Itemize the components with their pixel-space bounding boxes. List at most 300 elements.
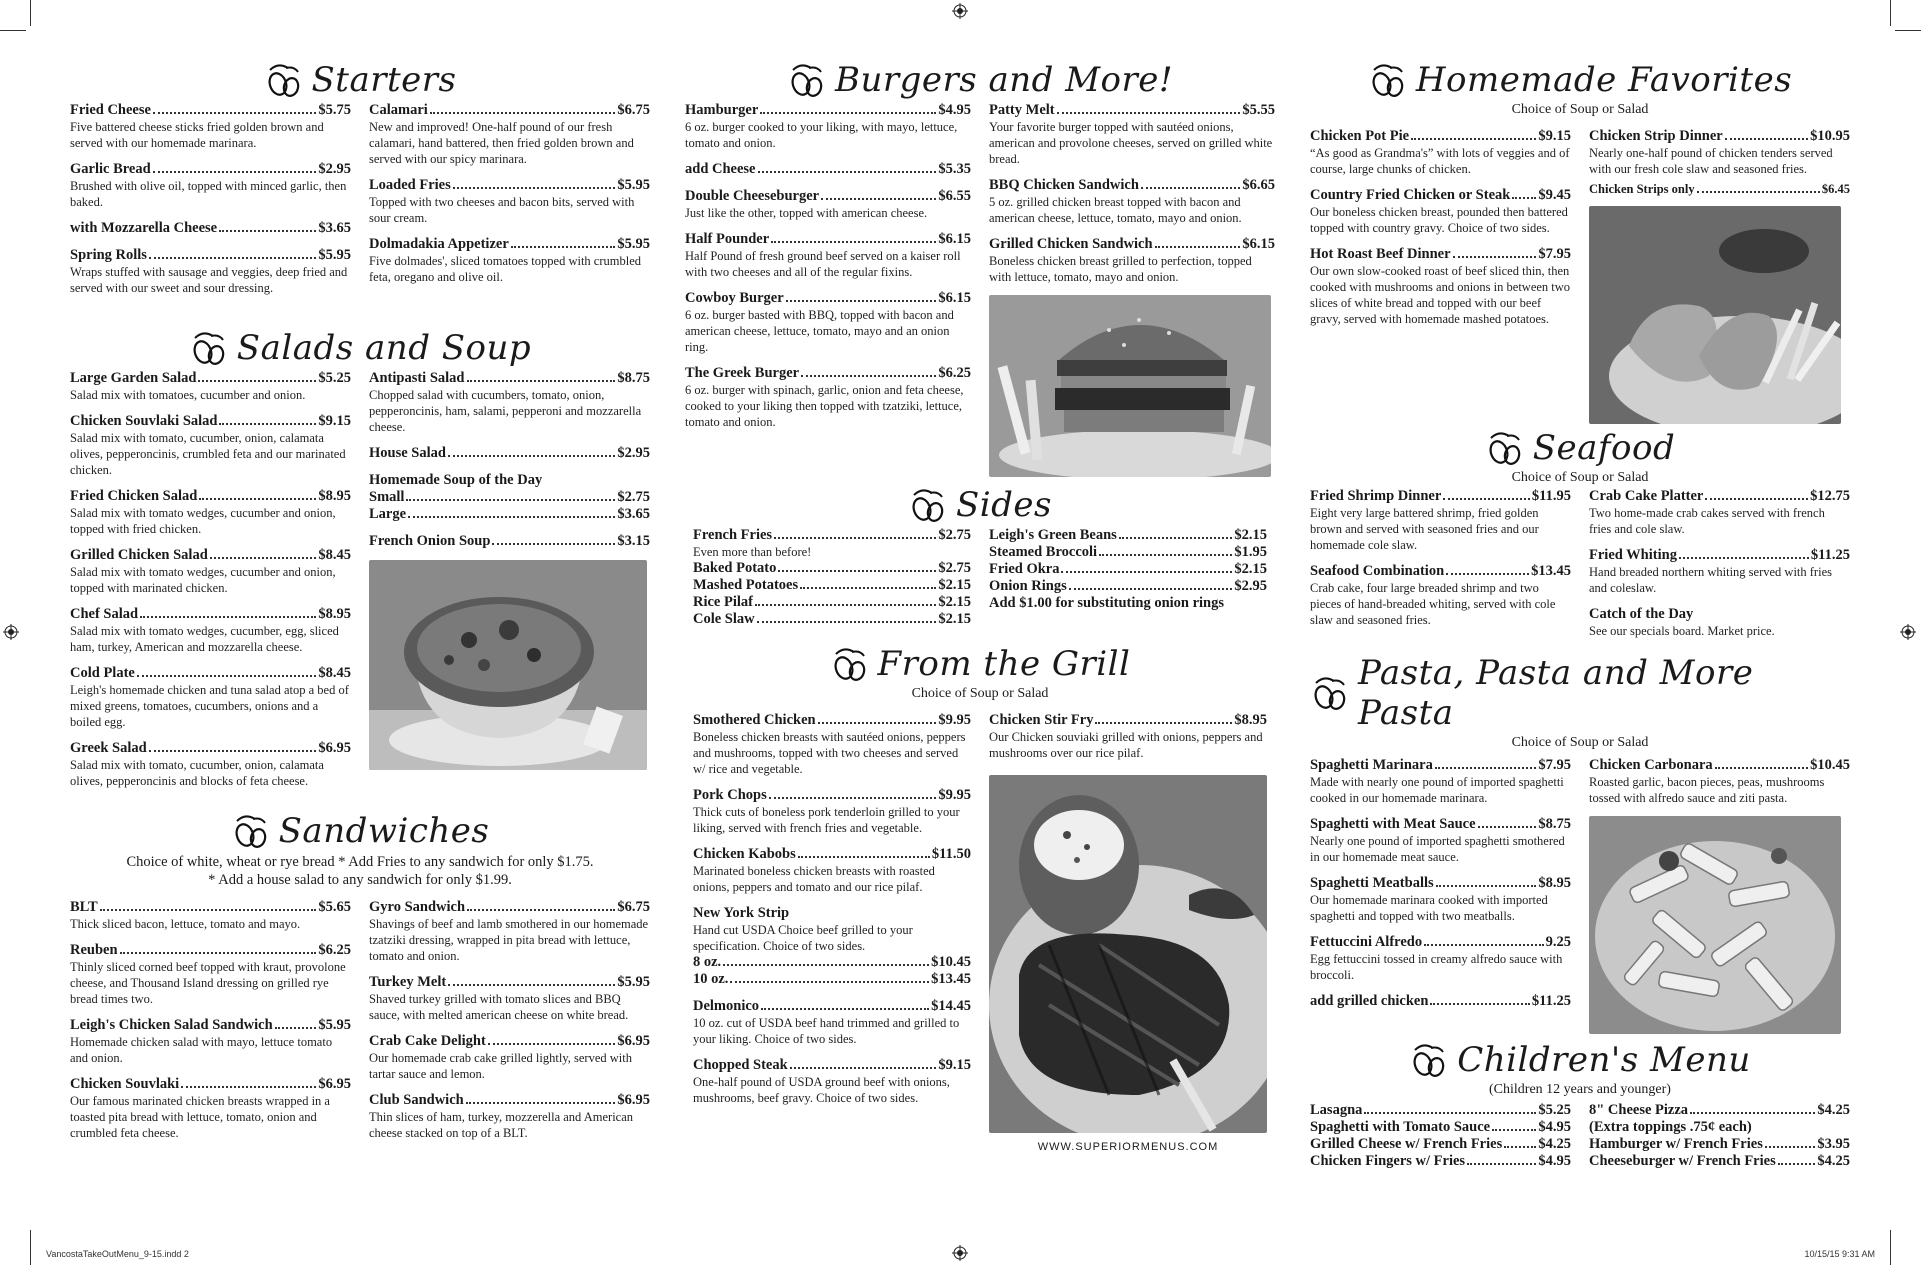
menu-item [693,577,971,594]
new-york-strip [693,905,971,988]
section-title: Salads and Soup [236,328,532,368]
menu-item [1310,563,1571,628]
item-name: Crab Cake Delight [369,1033,486,1049]
item-name: Chicken Pot Pie [1310,128,1410,144]
item-price: $6.65 [1242,177,1275,193]
onion-ring-note: Add $1.00 for substituting onion rings [989,595,1225,611]
item-name: Mashed Potatoes [693,577,799,593]
section-subtitle: Choice of Soup or Salad [1511,735,1649,750]
item-name: Lasagna [1310,1102,1363,1118]
item-name: Chicken Strip Dinner [1589,128,1723,144]
item-name: Spaghetti with Meat Sauce [1310,816,1476,832]
children-right-list [1589,1102,1850,1170]
item-price: $5.95 [617,974,650,990]
column-middle [685,60,1275,1153]
item-desc: Five battered cheese sticks fried golden brown and served with our homemade marinara. [70,120,324,150]
item-price: $9.95 [938,787,971,803]
item-price: $6.95 [617,1033,650,1049]
item-desc: Shavings of beef and lamb smothered in our homemade tzatziki dressing, wrapped in pita bread with lettuce, tomato and onion. [369,917,649,963]
item-desc: 6 oz. burger cooked to your liking, with mayo, lettuce, tomato and onion. [685,120,958,150]
pasta-right-list [1589,757,1850,806]
menu-item [693,560,971,577]
item-desc: Made with nearly one pound of imported spaghetti cooked in our homemade marinara. [1310,775,1564,805]
menu-item [70,247,351,296]
item-price: $6.15 [1242,236,1275,252]
item-name: Hamburger [685,102,759,118]
item-name: Fried Okra [989,561,1060,577]
item-price: $2.15 [938,577,971,593]
item-name: Baked Potato [693,560,777,576]
item-price: $10.95 [1810,128,1850,144]
section-subtitle: Choice of Soup or Salad [911,686,1049,701]
grill-left-column [693,712,971,1153]
item-name: Spaghetti Marinara [1310,757,1433,773]
registration-mark-icon [1900,624,1916,640]
menu-item [1589,1136,1850,1153]
website-url: WWW.SUPERIORMENUS.COM [1037,1141,1219,1153]
pasta-left-list [1310,757,1571,1034]
item-price: $5.95 [318,247,351,263]
item-name: Chef Salad [70,606,139,622]
item-desc: Topped with two cheeses and bacon bits, served with sour cream. [369,195,635,225]
item-desc: Two home-made crab cakes served with french fries and cole slaw. [1589,506,1825,536]
item-price: $2.15 [938,594,971,610]
item-desc: Our own slow-cooked roast of beef sliced thin, then cooked with mushrooms and onions in between two slices of white bread and topped with our beef gravy, served with homemade mashed potatoes. [1310,264,1571,326]
item-name: Grilled Cheese w/ French Fries [1310,1136,1503,1152]
item-desc: Leigh's homemade chicken and tuna salad atop a bed of mixed greens, tomatoes, cucumbers, onions and a boiled egg. [70,683,349,729]
item-name: add Cheese [685,161,756,177]
menu-item [989,527,1267,544]
item-price: $5.75 [318,102,351,118]
menu-item [1310,1153,1571,1170]
item-name: Rice Pilaf [693,594,753,610]
menu-item [70,547,351,596]
children-left-list [1310,1102,1571,1170]
soup-heading: Homemade Soup of the Day [369,472,543,488]
homemade-right-list [1589,128,1850,177]
sides-section [685,485,1275,628]
seafood-right-column [1589,488,1850,649]
section-subtitle: (Children 12 years and younger) [1489,1082,1671,1097]
section-subtitle: Choice of Soup or Salad [1511,470,1649,485]
seafood-right-list [1589,488,1850,596]
section-title: Homemade Favorites [1415,60,1793,100]
item-name: House Salad [369,445,446,461]
section-header [685,644,1275,684]
menu-item [1310,1119,1571,1136]
item-price: $4.95 [1538,1119,1571,1135]
item-name: Fried Chicken Salad [70,488,198,504]
item-price: $1.95 [1234,544,1267,560]
item-name: Small [369,489,405,505]
section-header [1310,60,1850,100]
item-price: $5.65 [318,899,351,915]
menu-item [989,544,1267,561]
item-price: $9.95 [938,712,971,728]
item-desc: See our specials board. Market price. [1589,624,1775,638]
section-title: Sides [956,485,1052,525]
item-name: BBQ Chicken Sandwich [989,177,1139,193]
crop-mark [1895,30,1921,31]
grill-right-column [989,712,1267,1153]
item-name: Club Sandwich [369,1092,464,1108]
item-name: French Onion Soup [369,533,491,549]
item-desc: Brushed with olive oil, topped with minced garlic, then baked. [70,179,347,209]
menu-item [1589,757,1850,806]
item-desc: Your favorite burger topped with sautéed onions, american and provolone cheeses, served on grilled white bread. [989,120,1273,166]
children-section [1310,1040,1850,1170]
menu-item [989,712,1267,761]
olive-icon [231,811,271,851]
menu-item [1310,1136,1571,1153]
item-name: Cole Slaw [693,611,755,627]
item-price: $2.15 [1234,527,1267,543]
homemade-left-list [1310,128,1571,424]
menu-item [70,488,351,537]
item-name: Cold Plate [70,665,135,681]
item-price: $2.95 [617,445,650,461]
menu-item [70,1076,351,1141]
sandwich-note: Choice of white, wheat or rye bread * Add Fries to any sandwich for only $1.75. * Add a house salad to any sandwich for only $1.99. [126,854,594,888]
section-title: Starters [311,60,457,100]
item-price: $13.45 [1531,563,1571,579]
item-name: Cowboy Burger [685,290,784,306]
salads-left-list [70,370,351,799]
item-price: $6.95 [318,740,351,756]
salads-right-list [369,370,650,462]
item-price: $6.45 [1821,182,1850,196]
section-header [685,485,1275,525]
item-desc: Just like the other, topped with american cheese. [685,206,928,220]
salads-right-column [369,370,650,799]
item-desc: 5 oz. grilled chicken breast topped with bacon and american cheese, lettuce, tomato, mayo and onion. [989,195,1242,225]
item-desc: Half Pound of fresh ground beef served on a kaiser roll with two cheeses and all of the regular fixins. [685,249,961,279]
item-name: Large [369,506,407,522]
menu-item [989,236,1275,285]
menu-item [693,971,971,988]
olive-icon [787,60,827,100]
item-price: $8.95 [1538,875,1571,891]
olive-icon [1310,673,1350,713]
menu-item [1589,547,1850,596]
crop-mark [1890,0,1891,26]
item-name: Grilled Chicken Sandwich [989,236,1153,252]
item-desc: Homemade chicken salad with mayo, lettuce tomato and onion. [70,1035,333,1065]
item-name: Catch of the Day [1589,606,1694,622]
sides-right-column [989,527,1267,628]
item-name: French Fries [693,527,773,543]
menu-item [369,899,650,964]
item-desc: 6 oz. burger with spinach, garlic, onion and feta cheese, cooked to your liking then topped with tzatziki, lettuce, tomato and onion. [685,383,964,429]
item-desc: Boneless chicken breast grilled to perfection, topped with lettuce, tomato, mayo and onion. [989,254,1252,284]
item-desc: Our boneless chicken breast, pounded then battered topped with country gravy. Choice of two sides. [1310,205,1568,235]
item-name: Double Cheeseburger [685,188,820,204]
menu-item [70,942,351,1007]
item-name: 10 oz. [693,971,729,987]
menu-item [1589,1102,1850,1119]
item-desc: Nearly one pound of imported spaghetti smothered in our homemade meat sauce. [1310,834,1565,864]
item-desc: Egg fettuccini tossed in creamy alfredo sauce with broccoli. [1310,952,1563,982]
menu-item [693,787,971,836]
item-name: Hamburger w/ French Fries [1589,1136,1763,1152]
item-price: $2.15 [1234,561,1267,577]
menu-item [989,578,1267,595]
menu-item [685,231,971,280]
item-name: Cheeseburger w/ French Fries [1589,1153,1776,1169]
menu-item [1310,757,1571,806]
item-desc: Five dolmades', sliced tomatoes topped with crumbled feta, oregano and olive oil. [369,254,641,284]
item-price: $8.75 [617,370,650,386]
item-price: $8.95 [1234,712,1267,728]
menu-item [369,506,650,523]
crop-mark [30,1230,31,1265]
item-price: $6.55 [938,188,971,204]
item-name: Turkey Melt [369,974,447,990]
sides-left-list [693,527,971,628]
item-desc: Crab cake, four large breaded shrimp and two pieces of hand-breaded whiting, served with cole slaw and seasoned fries. [1310,581,1556,627]
item-desc: Thick cuts of boneless pork tenderloin grilled to your liking, served with french fries and vegetable. [693,805,960,835]
menu-item [369,445,650,462]
menu-item [989,177,1275,226]
menu-item [693,527,971,560]
item-price: $3.95 [1817,1136,1850,1152]
steak-photo [989,775,1267,1133]
item-price: $10.45 [1810,757,1850,773]
registration-mark-icon [952,1245,968,1261]
item-name: Pork Chops [693,787,767,803]
section-header [70,811,650,851]
item-price: $4.95 [938,102,971,118]
item-desc: Salad mix with tomato, cucumber, onion, calamata olives, pepperoncinis, crumbled feta and our marinated chicken. [70,431,346,477]
item-price: $11.25 [1810,547,1850,563]
item-name: Hot Roast Beef Dinner [1310,246,1451,262]
item-name: The Greek Burger [685,365,800,381]
item-price: $8.45 [318,665,351,681]
homemade-right-column [1589,128,1850,424]
registration-mark-icon [952,3,968,19]
item-price: $8.95 [318,488,351,504]
homemade-section [1310,60,1850,424]
menu-item [70,161,351,210]
item-desc: “As good as Grandma's” with lots of veggies and of course, large chunks of chicken. [1310,146,1570,176]
section-title: Burgers and More! [834,60,1174,100]
item-price: $2.95 [318,161,351,177]
item-price: $8.45 [318,547,351,563]
item-name: Fried Cheese [70,102,151,118]
onion-soup-photo [369,560,647,770]
item-price: $2.95 [1234,578,1267,594]
catch-of-day [1589,606,1850,639]
menu-item [693,954,971,971]
item-name: Chicken Fingers w/ Fries [1310,1153,1466,1169]
olive-icon [189,328,229,368]
column-left [70,60,650,1151]
menu-item [989,102,1275,167]
item-desc: Our famous marinated chicken breasts wrapped in a toasted pita bread with lettuce, tomato, onion and crumbled feta cheese. [70,1094,330,1140]
menu-item [70,413,351,478]
item-price: $6.75 [617,102,650,118]
item-desc: Nearly one-half pound of chicken tenders served with our fresh cole slaw and seasoned fries. [1589,146,1833,176]
item-price: $6.95 [318,1076,351,1092]
salads-section [70,328,650,799]
pasta-section [1310,653,1850,1034]
item-price: $8.95 [318,606,351,622]
item-price: $6.25 [938,365,971,381]
item-name: Reuben [70,942,118,958]
item-price: $11.95 [1531,488,1571,504]
menu-item [693,1057,971,1106]
burgers-right-column [989,102,1275,477]
olive-icon [1409,1040,1449,1080]
menu-item [1589,488,1850,537]
section-title: Pasta, Pasta and More Pasta [1358,653,1754,733]
item-desc: 10 oz. cut of USDA beef hand trimmed and grilled to your liking. Choice of two sides. [693,1016,960,1046]
item-name: Chicken Souvlaki [70,1076,180,1092]
menu-item [369,236,650,285]
menu-item [369,489,650,506]
section-title: From the Grill [877,644,1131,684]
item-name: Chicken Strips only [1589,182,1695,196]
item-name: Calamari [369,102,428,118]
menu-item [70,606,351,655]
item-price: $4.95 [1538,1153,1571,1169]
menu-item [1310,875,1571,924]
item-price: $8.75 [1538,816,1571,832]
item-name: Garlic Bread [70,161,151,177]
burgers-right-list [989,102,1275,285]
soup-size-list [369,489,650,523]
item-price: $5.35 [938,161,971,177]
item-desc: One-half pound of USDA ground beef with onions, mushrooms, beef gravy. Choice of two sides. [693,1075,950,1105]
menu-item [693,594,971,611]
menu-item [693,611,971,628]
item-name: Leigh's Green Beans [989,527,1117,543]
item-desc: Wraps stuffed with sausage and veggies, deep fried and served with our sweet and sour dressing. [70,265,348,295]
item-price: $5.25 [1538,1102,1571,1118]
file-slug: VancostaTakeOutMenu_9-15.indd 2 [46,1249,189,1259]
section-header [1310,653,1850,733]
item-price: $6.95 [617,1092,650,1108]
item-name: BLT [70,899,98,915]
item-name: add grilled chicken [1310,993,1429,1009]
item-price: $9.45 [1538,187,1571,203]
burger-photo [989,295,1271,477]
menu-item [70,220,351,237]
item-price: $3.65 [617,506,650,522]
print-date: 10/15/15 9:31 AM [1804,1249,1875,1259]
item-price: $10.45 [931,954,971,970]
item-name: with Mozzarella Cheese [70,220,218,236]
item-name: Crab Cake Platter [1589,488,1704,504]
item-name: Fried Shrimp Dinner [1310,488,1442,504]
pasta-right-column [1589,757,1850,1034]
item-name: Spaghetti Meatballs [1310,875,1434,891]
item-name: Delmonico [693,998,760,1014]
item-desc: 6 oz. burger basted with BBQ, topped with bacon and american cheese, lettuce, tomato, mayo and an onion ring. [685,308,954,354]
item-name: Fried Whiting [1589,547,1677,563]
item-desc: Thinly sliced corned beef topped with kraut, provolone cheese, and Thousand Island dressing on grilled rye bread times two. [70,960,346,1006]
section-subtitle: Choice of Soup or Salad [1511,102,1649,117]
item-name: Loaded Fries [369,177,451,193]
starters-left-list [70,102,351,306]
item-desc: Even more than before! [693,545,812,559]
item-name: Smothered Chicken [693,712,816,728]
seafood-section [1310,428,1850,649]
item-price: $5.95 [617,236,650,252]
grill-left-list [693,712,971,895]
soup-of-day [369,472,650,523]
item-desc: Our homemade marinara cooked with imported spaghetti and topped with two meatballs. [1310,893,1548,923]
menu-item [369,974,650,1023]
item-price: $6.15 [938,290,971,306]
item-desc: Hand cut USDA Choice beef grilled to your specification. Choice of two sides. [693,923,913,953]
item-name: Chopped Steak [693,1057,788,1073]
menu-item [685,161,971,178]
menu-item [369,533,650,550]
item-price: $7.95 [1538,246,1571,262]
item-price: $12.75 [1810,488,1850,504]
burgers-left-list [685,102,971,477]
sandwiches-right-list [369,899,650,1151]
item-desc: Shaved turkey grilled with tomato slices and BBQ sauce, with melted american cheese on white bread. [369,992,629,1022]
item-desc: Marinated boneless chicken breasts with roasted onions, peppers and tomato and our rice pilaf. [693,864,935,894]
item-price: $3.65 [318,220,351,236]
section-header [1310,1040,1850,1080]
menu-item [1310,128,1571,177]
item-name: Leigh's Chicken Salad Sandwich [70,1017,273,1033]
item-price: 9.25 [1545,934,1571,950]
menu-item [685,102,971,151]
item-desc: Thin slices of ham, turkey, mozzerella and American cheese stacked on top of a BLT. [369,1110,634,1140]
olive-icon [830,644,870,684]
menu-item [1310,488,1571,553]
item-name: Antipasti Salad [369,370,465,386]
item-price: $6.25 [318,942,351,958]
menu-item [1589,1119,1850,1136]
item-price: $6.15 [938,231,971,247]
item-price: $2.75 [938,560,971,576]
menu-item [685,188,971,221]
menu-item [685,365,971,430]
menu-item [989,561,1267,578]
item-price: $4.25 [1817,1153,1850,1169]
item-name: Dolmadakia Appetizer [369,236,509,252]
item-name: Greek Salad [70,740,147,756]
menu-item [685,290,971,355]
strip-size-list [693,954,971,988]
menu-item [1310,993,1571,1010]
sandwiches-left-list [70,899,351,1151]
item-price: $5.25 [318,370,351,386]
sides-right-list [989,527,1267,595]
item-name: Chicken Stir Fry [989,712,1094,728]
item-desc: Chopped salad with cucumbers, tomato, onion, pepperoncinis, ham, salami, pepperoni and mozzarella cheese. [369,388,642,434]
section-header [1310,428,1850,468]
item-desc: Boneless chicken breasts with sautéed onions, peppers and mushrooms, topped with two cheeses and served w/ rice and vegetable. [693,730,966,776]
menu-item [70,665,351,730]
starters-right-list [369,102,650,306]
olive-icon [264,60,304,100]
menu-item [1310,816,1571,865]
grill-right-list [989,712,1267,761]
chicken-strips-only [1589,181,1850,198]
item-name: Grilled Chicken Salad [70,547,208,563]
item-desc: New and improved! One-half pound of our fresh calamari, hand battered, then fried golden brown and served with our spicy marinara. [369,120,634,166]
section-header [70,60,650,100]
item-desc: Our homemade crab cake grilled lightly, served with tartar sauce and lemon. [369,1051,632,1081]
item-name: Patty Melt [989,102,1055,118]
grill-section [685,644,1275,1153]
